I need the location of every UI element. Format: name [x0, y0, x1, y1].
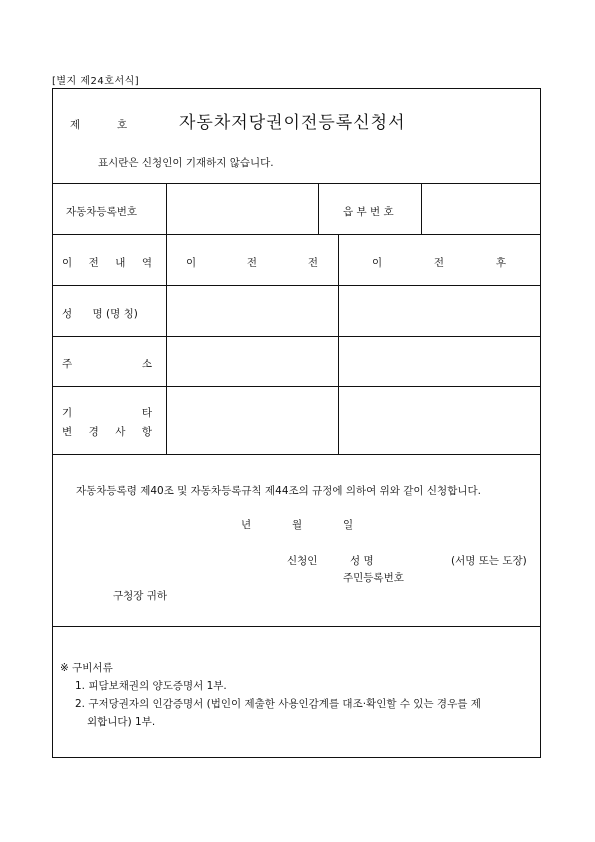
label-char: 내: [115, 257, 126, 269]
number-label-b: 호: [117, 119, 128, 131]
form-title: 자동차저당권이전등록신청서: [179, 113, 406, 133]
name-before-field[interactable]: [167, 286, 337, 335]
before-transfer-header: [186, 255, 318, 270]
label-char: 타: [141, 407, 152, 419]
label-char: 기: [62, 407, 73, 419]
other-label-line1: [62, 405, 152, 420]
label-char: 명: [92, 308, 103, 320]
eup-myeon-no-field[interactable]: [422, 184, 540, 233]
divider: [52, 626, 541, 627]
name-label-paren: (명 칭): [106, 308, 138, 320]
column-divider: [318, 183, 319, 234]
label-char: 사: [115, 426, 126, 438]
header-char: 전: [433, 257, 445, 269]
name-label: [62, 306, 157, 321]
registration-no-field[interactable]: [167, 184, 317, 233]
label-char: 이: [62, 257, 73, 269]
header-note: 표시란은 신청인이 기재하지 않습니다.: [98, 157, 274, 169]
date-month-label: 월: [292, 519, 303, 531]
label-char: 역: [141, 257, 152, 269]
document-item-2-line2: 외합니다) 1부.: [87, 716, 156, 728]
divider: [52, 454, 541, 455]
address-before-field[interactable]: [167, 337, 337, 385]
documents-heading: ※ 구비서류: [60, 662, 113, 674]
label-char: 전: [88, 257, 99, 269]
resident-no-label: 주민등록번호: [343, 572, 404, 584]
header-char: 전: [246, 257, 258, 269]
label-char: 성: [62, 308, 73, 320]
date-year-label: 년: [241, 519, 252, 531]
address-label: [62, 356, 152, 371]
applicant-label: 신청인: [287, 555, 318, 567]
header-char: 이: [372, 257, 383, 269]
declaration-statement: 자동차등록령 제40조 및 자동차등록규칙 제44조의 규정에 의하여 위와 같이 신청합니다.: [76, 485, 481, 497]
applicant-name-label: 성 명: [350, 555, 374, 567]
other-label-line2: [62, 424, 152, 439]
label-char: 항: [141, 426, 152, 438]
label-char: 소: [141, 358, 152, 370]
header-char: 전: [307, 257, 318, 269]
label-char: 주: [62, 358, 73, 370]
label-char: 변: [62, 426, 73, 438]
form-reference: [별지 제24호서식]: [52, 76, 140, 87]
header-char: 이: [186, 257, 197, 269]
transfer-details-label: [62, 255, 152, 270]
registration-no-label: 자동차등록번호: [66, 206, 138, 218]
after-transfer-header: [372, 255, 506, 270]
document-item-1: 1. 피담보채권의 양도증명서 1부.: [75, 680, 227, 692]
label-char: 경: [88, 426, 99, 438]
other-after-field[interactable]: [339, 387, 540, 453]
eup-myeon-no-label: 읍 부 번 호: [343, 206, 394, 218]
divider: [52, 234, 541, 235]
number-label-a: 제: [70, 119, 81, 131]
header-char: 후: [495, 257, 506, 269]
date-day-label: 일: [343, 519, 354, 531]
document-item-2-line1: 2. 구저당권자의 인감증명서 (법인이 제출한 사용인감계를 대조·확인할 수 있는 경우를 제: [75, 698, 481, 710]
other-before-field[interactable]: [167, 387, 337, 453]
signature-label: (서명 또는 도장): [451, 555, 527, 567]
addressee: 구청장 귀하: [113, 590, 168, 602]
name-after-field[interactable]: [339, 286, 540, 335]
address-after-field[interactable]: [339, 337, 540, 385]
